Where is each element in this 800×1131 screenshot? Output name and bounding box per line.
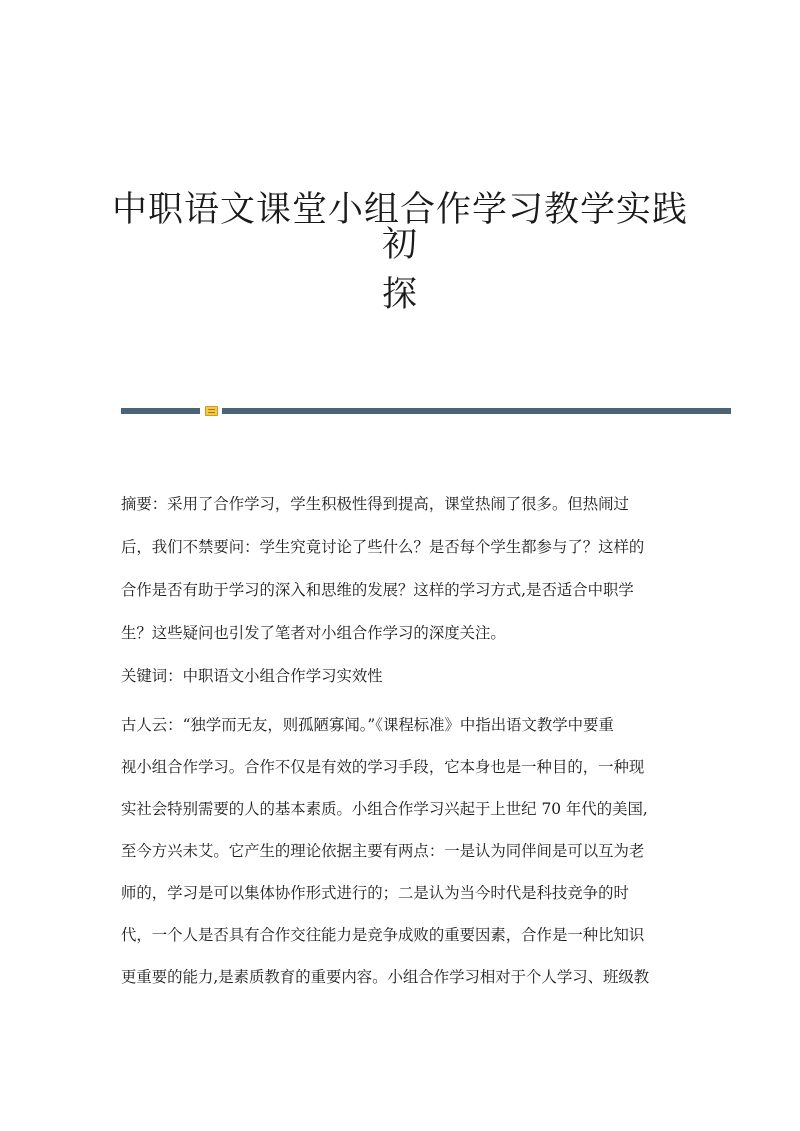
page-title-line-1: 中职语文课堂小组合作学习教学实践初 <box>111 190 688 265</box>
divider-left-segment <box>121 408 200 414</box>
abstract-line: 合作是否有助于学习的深入和思维的发展？这样的学习方式,是否适合中职学 <box>121 581 634 599</box>
body-line: 代，一个人是否具有合作交往能力是竞争成败的重要因素，合作是一种比知识 <box>121 926 645 944</box>
title-divider <box>121 405 731 417</box>
body-line: 更重要的能力,是素质教育的重要内容。小组合作学习相对于个人学习、班级教 <box>121 968 650 986</box>
document-icon <box>205 406 218 416</box>
body-line: 视小组合作学习。合作不仅是有效的学习手段，它本身也是一种目的，一种现 <box>121 758 645 776</box>
body-line: 师的，学习是可以集体协作形式进行的；二是认为当今时代是科技竞争的时 <box>121 884 629 902</box>
keywords-line: 关键词：中职语文小组合作学习实效性 <box>121 667 383 685</box>
divider-right-segment <box>222 408 731 414</box>
body-line: 实社会特别需要的人的基本素质。小组合作学习兴起于上世纪 70 年代的美国, <box>121 800 648 818</box>
page-title-line-2: 探 <box>381 275 418 315</box>
abstract-line: 生？这些疑问也引发了笔者对小组合作学习的深度关注。 <box>121 624 506 642</box>
abstract-line: 后，我们不禁要问：学生究竟讨论了些什么？是否每个学生都参与了？这样的 <box>121 538 645 556</box>
body-line: 古人云：“独学而无友，则孤陋寡闻。”《课程标准》中指出语文教学中要重 <box>121 716 614 734</box>
body-line: 至今方兴未艾。它产生的理论依据主要有两点：一是认为同伴间是可以互为老 <box>121 842 645 860</box>
abstract-line: 摘要：采用了合作学习，学生积极性得到提高，课堂热闹了很多。但热闹过 <box>121 495 629 513</box>
